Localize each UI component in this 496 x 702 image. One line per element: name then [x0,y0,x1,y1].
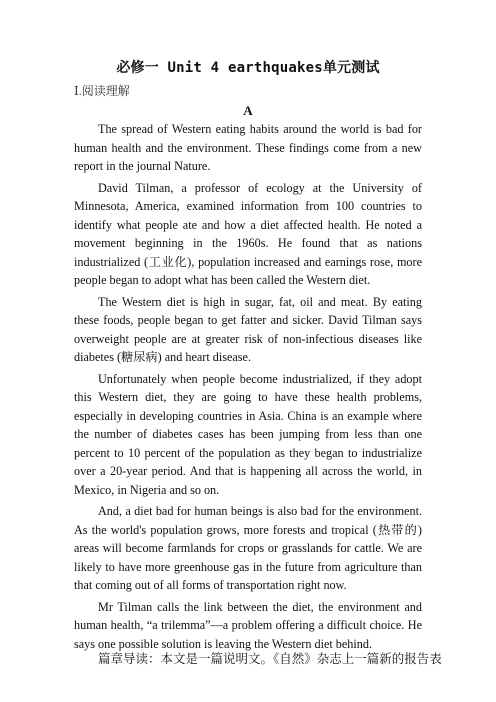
passage-body [74,120,422,656]
chapter-guide: 篇章导读：本文是一篇说明文。《自然》杂志上一篇新的报告表 [98,651,442,666]
paragraph-2: David Tilman, a professor of ecology at the University of Minnesota, America, examined information from 100 countries to identify what people ate and how a diet affected health. He noted a movement beginning in the 1960s. He found that as nations industrialized (工业化), population increased and earnings rose, more people began to adopt what has been called the Western diet. [74,180,422,287]
paragraph-6: Mr Tilman calls the link between the diet, the environment and human health, “a trilemma”—a problem offering a difficult choice. He says one possible solution is leaving the Western diet behind. [74,599,422,651]
document-title: 必修一 Unit 4 earthquakes单元测试 [116,60,380,76]
section-heading: Ⅰ.阅读理解 [74,84,130,98]
paragraph-3: The Western diet is high in sugar, fat, oil and meat. By eating these foods, people began to get fatter and sicker. David Tilman says overweight people are at greater risk of non-infectious diseases like diabetes (糖尿病) and heart disease. [74,294,422,364]
paragraph-4: Unfortunately when people become industrialized, if they adopt this Western diet, they are going to have these health problems, especially in developing countries in Asia. China is an example where the number of diabetes cases has been jumping from less than one percent to 10 percent of the population as they began to industrialize over a 20-year period. And that is happening all across the world, in Mexico, in Nigeria and so on. [74,371,422,497]
passage-letter: A [243,103,253,118]
paragraph-5: And, a diet bad for human beings is also bad for the environment. As the world's population grows, more forests and tropical (热带的) areas will become farmlands for crops or grasslands for cattle. We are likely to have more greenhouse gas in the future from agriculture than that coming out of all forms of transportation right now. [74,504,422,592]
paragraph-1: The spread of Western eating habits around the world is bad for human health and the environment. These findings come from a new report in the journal Nature. [74,122,422,173]
